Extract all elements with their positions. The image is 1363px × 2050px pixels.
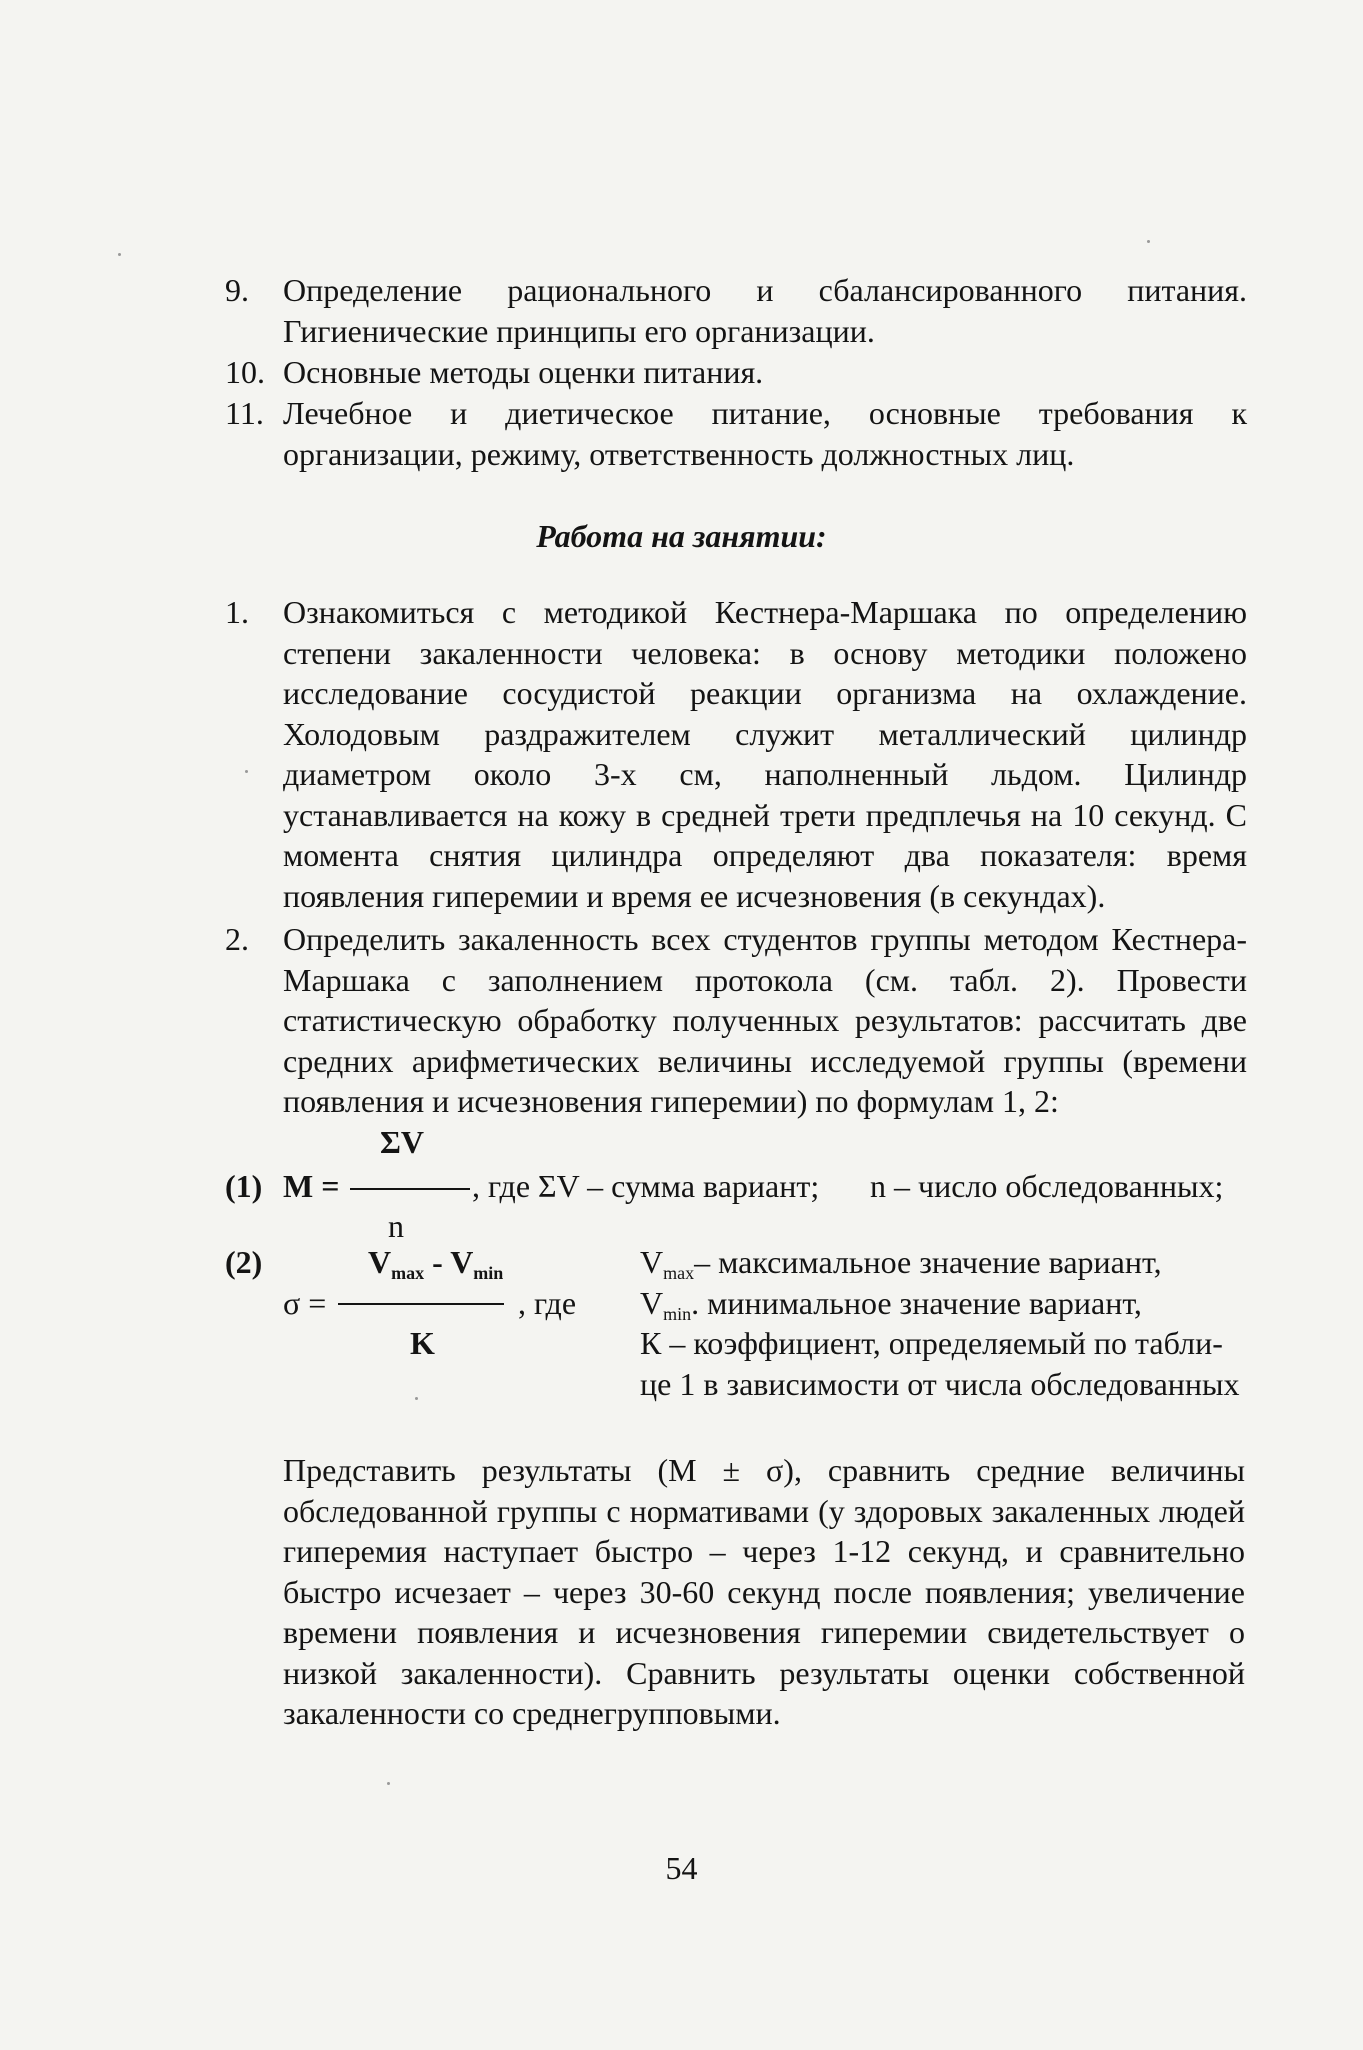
question-number: 10. [225,354,265,390]
scan-speck [415,1397,418,1400]
page-number: 54 [665,1850,698,1886]
question-text: Определение рационального и сбалансированного питания. Гигиенические принципы его организации. [283,272,1247,349]
scan-speck [245,770,248,773]
k-description-line-2: це 1 в зависимости от числа обследованных [640,1366,1240,1402]
formula-1-n-description: n – число обследованных; [870,1168,1224,1204]
scan-speck [1147,240,1150,243]
section-heading: Работа на занятии: [536,518,827,554]
formula-2-label: (2) [225,1244,263,1280]
task-number: 2. [225,921,249,957]
question-item [225,270,1247,352]
vmax-description: $V_{max}-$ максимальное значение вариант, [640,1244,1162,1283]
fraction-bar [338,1303,504,1305]
question-item [225,393,1247,475]
scan-speck [387,1782,390,1785]
scan-speck [118,253,121,256]
formula-1-denominator: n [388,1208,404,1244]
conclusion-paragraph: Представить результаты (М ± σ), сравнить средние величины обследованной группы с нормативами (у здоровых закаленных людей гиперемия наступает быстро – через 1-12 секунд, и сравнительно быстро исчезает – через 30-60 секунд после появления; увеличение времени появления и исчезновения гиперемии свидетельствует о низкой закаленности). Сравнить результаты оценки собственной закаленности со среднегрупповыми. [283,1452,1245,1731]
task-number: 1. [225,594,249,630]
question-item [225,352,1247,393]
question-number: 11. [225,395,264,431]
formula-1-where: , где ΣV – сумма вариант; [472,1168,820,1204]
question-text: Основные методы оценки питания. [283,354,764,390]
vmin-description: $V_{min}$. минимальное значение вариант, [640,1285,1142,1324]
question-text: Лечебное и диетическое питание, основные требования к организации, режиму, ответственность должностных лиц. [283,395,1247,472]
formula-1-label: (1) [225,1168,263,1204]
task-item [225,919,1247,1123]
task-text: Определить закаленность всех студентов группы методом Кестнера-Маршака с заполнением протокола (см. табл. 2). Провести статистическую обработку полученных результатов: рассчитать две средних арифметических величины исследуемой группы (времени появления и исчезновения гиперемии) по формулам 1, 2: [283,921,1247,1119]
task-item [225,592,1247,918]
task-text: Ознакомиться с методикой Кестнера-Маршака по определению степени закаленности человека: в основу методики положено исследование сосудистой реакции организма на охлаждение. Холодовым раздражителем служит металлический цилиндр диаметром около 3-х см, наполненный льдом. Цилиндр устанавливается на кожу в средней трети предплечья на 10 секунд. С момента снятия цилиндра определяют два показателя: время появления гиперемии и время ее исчезновения (в секундах). [283,594,1247,914]
formula-2-denominator: K [410,1325,435,1361]
k-description-line-1: К – коэффициент, определяемый по табли- [640,1325,1223,1361]
formula-2-where: , где [518,1285,577,1321]
fraction-bar [350,1188,470,1190]
formula-1-numerator: ΣV [380,1124,425,1160]
question-number: 9. [225,272,249,308]
formula-2-numerator: $V_{max} - V_{min}$ [368,1244,504,1283]
formula-1-lhs: M = [283,1168,340,1204]
formula-2-lhs: σ = [283,1285,327,1321]
